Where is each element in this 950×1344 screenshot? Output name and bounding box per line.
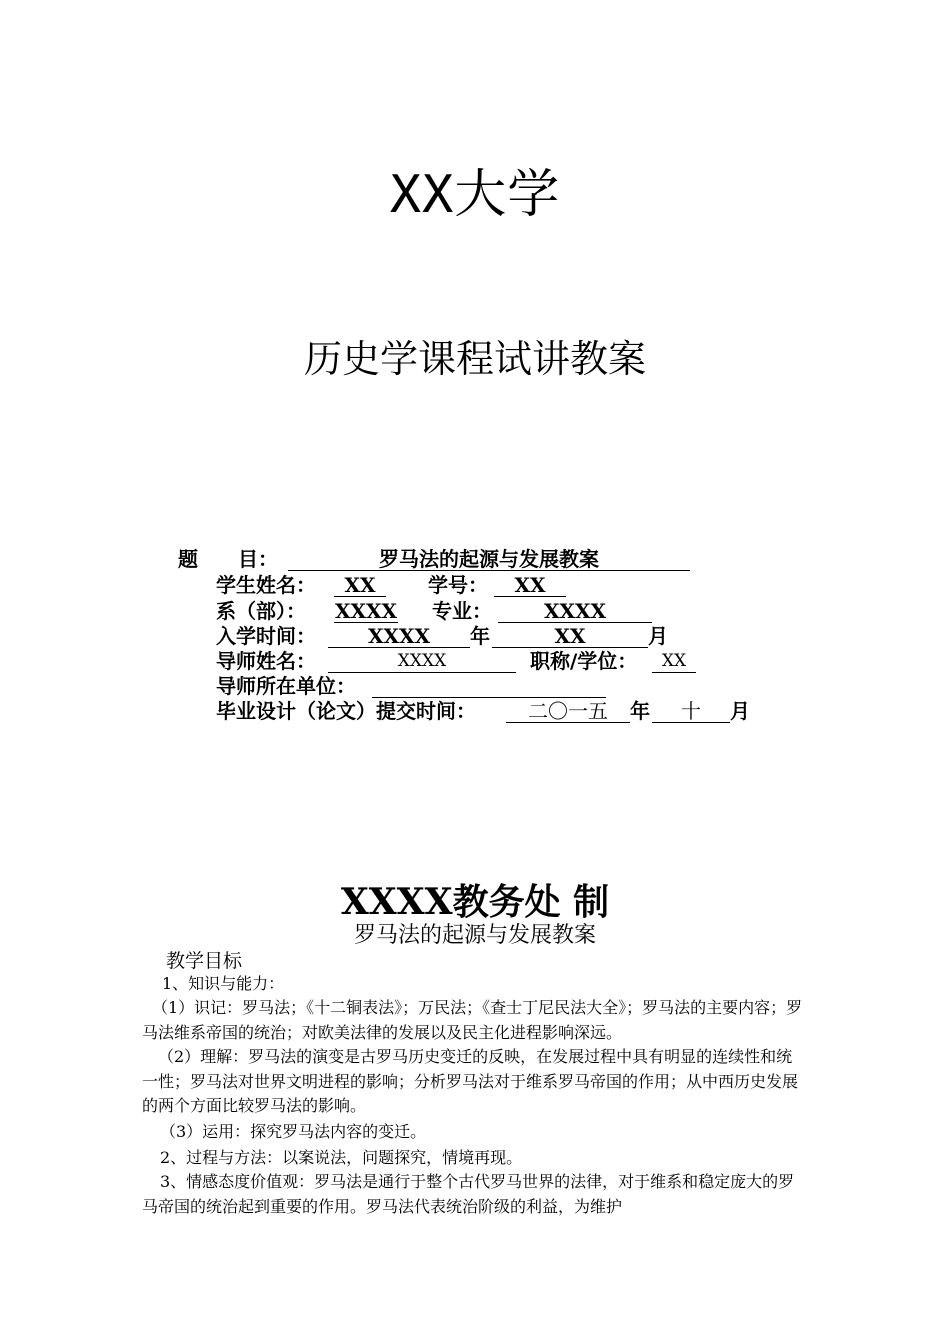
enroll-row <box>0 623 950 649</box>
department-value: XXXX <box>334 599 398 623</box>
enroll-year-value: XXXX <box>328 623 470 648</box>
enroll-month-value: XX <box>492 623 648 648</box>
enroll-year-unit: 年 <box>470 624 490 648</box>
paragraph-1: 1、知识与能力： <box>162 974 285 993</box>
topic-row <box>0 546 950 572</box>
paragraph-5: 2、过程与方法：以案说法，问题探究，情境再现。 <box>160 1148 523 1167</box>
student-row <box>0 572 950 598</box>
department-row <box>0 598 950 624</box>
advisor-title-value: XX <box>652 648 696 673</box>
submit-month-value: 十 <box>652 698 730 723</box>
paragraph-3-text: （2）理解：罗马法的演变是古罗马历史变迁的反映，在发展过程中具有明显的连续性和统一性；罗马法对世界文明进程的影响；分析罗马法对于维系罗马帝国的作用；从中西历史发展的两个方面比较罗马法的影响。 <box>142 1047 799 1115</box>
advisor-unit-row <box>0 673 950 699</box>
university-name: XX大学 <box>389 165 561 225</box>
submit-month-unit: 月 <box>730 699 750 723</box>
student-name-label: 学生姓名： <box>216 573 316 597</box>
advisor-row <box>0 648 950 674</box>
enroll-month-unit: 月 <box>648 624 668 648</box>
submit-year-value: 二〇一五 <box>506 698 630 723</box>
paragraph-4: （3）运用：探究罗马法内容的变迁。 <box>160 1122 427 1141</box>
paragraph-2-text: （1）识记：罗马法；《十二铜表法》；万民法；《查士丁尼民法大全》；罗马法的主要内容；罗马法维系帝国的统治；对欧美法律的发展以及民主化进程影响深远。 <box>142 998 803 1042</box>
advisor-value: XXXX <box>328 648 516 673</box>
paragraph-6-text: 3、情感态度价值观：罗马法是通行于整个古代罗马世界的法律，对于维系和稳定庞大的罗马帝国的统治起到重要的作用。罗马法代表统治阶级的利益，为维护 <box>142 1172 795 1216</box>
topic-label: 题 目： <box>178 547 278 571</box>
advisor-title-label: 职称/学位： <box>530 649 638 673</box>
submit-year-unit: 年 <box>630 699 650 723</box>
document-title: 历史学课程试讲教案 <box>303 337 646 381</box>
paragraph-6 <box>142 1170 807 1219</box>
submit-row <box>0 698 950 724</box>
major-label: 专业： <box>432 599 492 623</box>
major-value: XXXX <box>498 598 652 623</box>
advisor-unit-value <box>372 673 606 698</box>
issuer-line: XXXX教务处 制 <box>340 881 610 923</box>
student-name-value: XX <box>334 572 386 597</box>
advisor-label: 导师姓名： <box>216 649 316 673</box>
paragraph-3 <box>142 1045 807 1119</box>
advisor-unit-label: 导师所在单位： <box>216 674 356 698</box>
lesson-heading: 教学目标 <box>166 950 243 972</box>
topic-value: 罗马法的起源与发展教案 <box>288 546 690 571</box>
submit-label: 毕业设计（论文）提交时间： <box>216 699 476 723</box>
paragraph-2 <box>142 996 807 1045</box>
enroll-label: 入学时间： <box>216 624 316 648</box>
student-id-label: 学号： <box>428 573 488 597</box>
lesson-title: 罗马法的起源与发展教案 <box>353 923 596 948</box>
department-label: 系（部）： <box>216 599 306 623</box>
student-id-value: XX <box>494 572 566 597</box>
